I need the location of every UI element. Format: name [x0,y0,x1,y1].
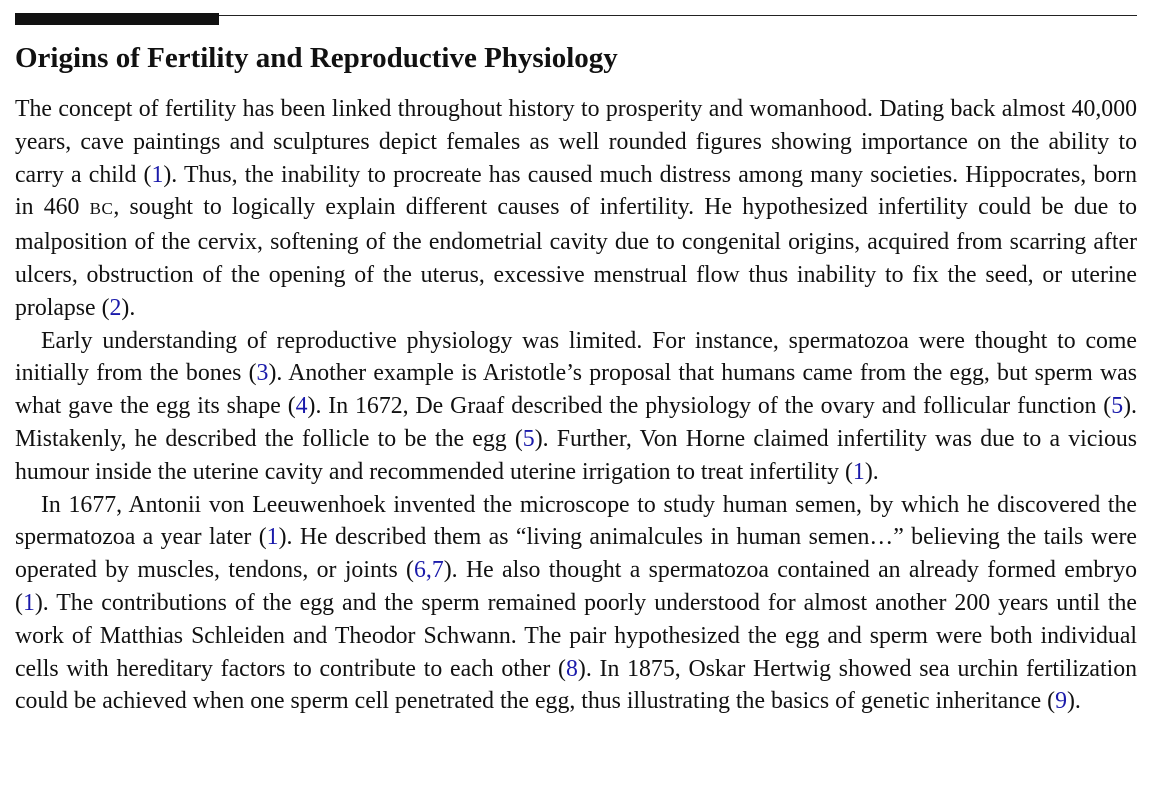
citation-link[interactable]: 9 [1055,688,1067,715]
text-run: ). He described them as “living animalcules in human semen…” believing the tails were operated by muscles, tendons, or joints ( [15,524,1137,584]
text-run: ). Mistakenly, he described the follicle to be the egg ( [15,393,1137,452]
header-rule-accent [15,13,219,25]
section-title: Origins of Fertility and Reproductive Physiology [15,42,618,74]
text-run: In 1677, Antonii von Leeuwenhoek invented the microscope to study human semen, by which he discovered the spermatozoa a year later ( [15,491,1137,551]
text-run: ). He also thought a spermatozoa contained an already formed embryo ( [15,557,1137,616]
body-text [15,93,1137,718]
citation-link[interactable]: 5 [522,425,535,452]
paragraph-1 [15,93,1137,325]
citation-link[interactable]: 1 [852,458,865,485]
citation-link[interactable]: 3 [256,360,269,387]
citation-link[interactable]: 1 [266,524,279,551]
text-run: ). In 1875, Oskar Hertwig showed sea urchin fertilization could be achieved when one sperm cell penetrated the egg, thus illustrating the basics of genetic inheritance ( [15,655,1138,715]
text-run: ). Thus, the inability to procreate has caused much distress among many societies. Hippocrates, born in 460 [15,161,1137,221]
citation-link[interactable]: 2 [109,294,122,321]
era-abbreviation: BC [89,199,114,219]
citation-link[interactable]: 1 [22,589,35,616]
text-run: The concept of fertility has been linked throughout history to prosperity and womanhood. Dating back almost 40,000 years, cave paintings and sculptures depict females as well rounded figures showing importance on the ability to carry a child ( [15,96,1137,188]
text-run: ). In 1672, De Graaf described the physiology of the ovary and follicular function ( [307,393,1112,420]
citation-link[interactable]: 6,7 [413,557,444,584]
paragraph-3 [15,489,1137,719]
citation-link[interactable]: 4 [295,393,308,420]
text-run: ). [864,458,879,485]
text-run: , sought to logically explain different causes of infertility. He hypothesized infertility could be due to malposition of the cervix, softening of the endometrial cavity due to congenital origins, acquired from scarring after ulcers, obstruction of the opening of the uterus, excessive menstrual flow thus inability to fix the seed, or uterine prolapse ( [15,194,1137,321]
text-run: ). [121,294,136,321]
paragraph-2 [15,325,1137,489]
text-run: ). Further, Von Horne claimed infertility was due to a vicious humour inside the uterine cavity and recommended uterine irrigation to treat infertility ( [15,425,1138,485]
text-run: ). The contributions of the egg and the sperm remained poorly understood for almost another 200 years until the work of Matthias Schleiden and Theodor Schwann. The pair hypothesized the egg and sperm were both individual cells with hereditary factors to contribute to each other ( [15,589,1137,682]
text-run: ). [1066,688,1081,715]
citation-link[interactable]: 5 [1111,393,1124,420]
text-run: Early understanding of reproductive physiology was limited. For instance, spermatozoa were thought to come initially from the bones ( [15,327,1137,387]
text-run: ). Another example is Aristotle’s proposal that humans came from the egg, but sperm was what gave the egg its shape ( [15,360,1137,420]
citation-link[interactable]: 8 [565,655,578,682]
citation-link[interactable]: 1 [151,161,164,188]
